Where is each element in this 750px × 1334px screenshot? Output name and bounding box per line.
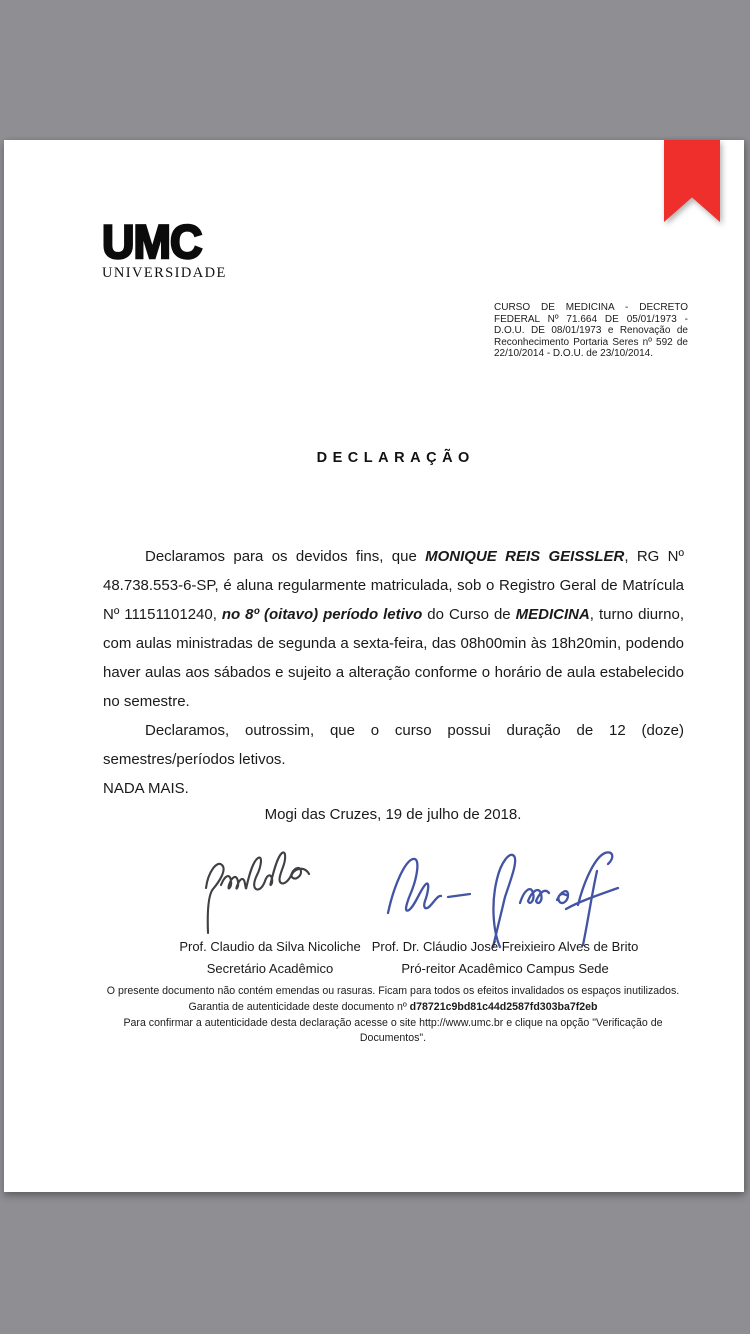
body-paragraph-1: Declaramos para os devidos fins, que MONIQUE REIS GEISSLER, RG Nº 48.738.553-6-SP, é aluna regularmente matriculada, sob o Registro Geral de Matrícula Nº 11151101240, no 8º (oitavo) período letivo do Curso de MEDICINA, turno diurno, com aulas ministradas de segunda a sexta-feira, das 08h00min às 18h20min, podendo haver aulas aos sábados e sujeito a alteração conforme o horário de aula estabelecido no semestre. (103, 548, 684, 710)
signatory-role: Pró-reitor Acadêmico Campus Sede (401, 961, 609, 976)
umc-logo (102, 214, 242, 282)
declaration-page (4, 140, 744, 1192)
signatory-name: Prof. Claudio da Silva Nicoliche (179, 939, 361, 954)
umc-logo-acronym: UMC (102, 214, 202, 269)
document-title: DECLARAÇÃO (316, 450, 475, 466)
bookmark-ribbon-icon (664, 140, 720, 222)
footer-line-2-prefix: Garantia de autenticidade deste documento nº (188, 1000, 410, 1013)
body-paragraph-3: NADA MAIS. (103, 780, 189, 797)
bookmark-ribbon[interactable] (664, 140, 720, 222)
accreditation-text: CURSO DE MEDICINA - DECRETO FEDERAL Nº 71.664 DE 05/01/1973 - D.O.U. DE 08/01/1973 e Renovação de Reconhecimento Portaria Seres nº 592 de 22/10/2014 - D.O.U. de 23/10/2014. (494, 302, 688, 360)
declaration-body (103, 542, 684, 803)
signature-secretario (192, 836, 344, 938)
footer-line-3: Para confirmar a autenticidade desta declaração acesse o site http://www.umc.br e clique na opção "Verificação de Documentos". (123, 1016, 663, 1045)
umc-logo-subtitle: UNIVERSIDADE (102, 265, 227, 281)
signatory-block-right (340, 936, 670, 980)
signatory-name: Prof. Dr. Cláudio José Freixieiro Alves de Brito (371, 939, 639, 954)
body-paragraph-2: Declaramos, outrossim, que o curso possui duração de 12 (doze) semestres/períodos letivos. (103, 722, 684, 768)
authenticity-footer (92, 984, 694, 1047)
footer-line-2 (92, 1000, 694, 1016)
signatory-role: Secretário Acadêmico (206, 961, 334, 976)
authenticity-code: d78721c9bd81c44d2587fd303ba7f2eb (409, 1000, 598, 1013)
date-line: Mogi das Cruzes, 19 de julho de 2018. (264, 806, 522, 823)
footer-line-1: O presente documento não contém emendas ou rasuras. Ficam para todos os efeitos invalidados os espaços inutilizados. (106, 985, 680, 997)
